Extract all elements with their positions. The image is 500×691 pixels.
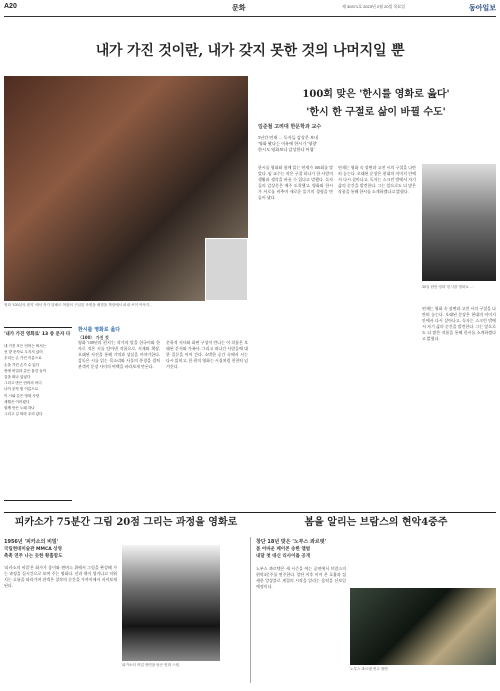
column-rule xyxy=(250,537,251,683)
sidebox-item: 선 향 문자로 두지셔 있어 xyxy=(4,350,43,355)
bottom-left-subkicker: 국립현대미술관 MMCA 상영 xyxy=(4,547,62,552)
article-kicker-secondary: 〈100〉 가진 것 xyxy=(78,335,109,340)
quartet-photo xyxy=(350,588,496,665)
profile-photo xyxy=(422,164,496,281)
lead-inset-photo xyxy=(205,238,248,301)
right-headline: 100회 맞은 '한시를 영화로 읊다' xyxy=(302,89,450,100)
sidebox-title: '내가 가진 영화로' 13 중 문자 다 xyxy=(4,332,71,337)
right-subheadline: '한시 한 구절로 삶이 바뀔 수도' xyxy=(306,107,446,118)
article-body-column-1: 영화 '100년의 편지'는 작가의 말을 한국어와 한자로 적은 시를 담아낸 작품으로, 서재와 책장, 오래된 사진을 통해 기억과 상실을 이야기한다. 감독은 시를 읽는 목소리와 사물의 풍경을 겹쳐 관객이 문장 사이의 여백을 바라보게 만든다. xyxy=(78,340,160,369)
quote-line-2: '영화 봤다는 이유에 한시가 '영향' xyxy=(258,141,318,146)
lead-caption: 영화 '100년의 편지' 에서 작가 알베르 여왕의 구입한 조명을 배경을 책장에서 퍼내 쓰이 이야기... xyxy=(4,303,153,307)
quote-box xyxy=(258,123,378,153)
right-article-column-1: 한시를 영화와 함께 읽는 연재가 100회를 맞았다. 임 교수는 작은 구절 하나가 한 사람의 생활과 생각을 바꿀 수 있다고 말했다. 독자들의 감상문은 매주 도착했고, 영화와 한시가 서로를 비추며 새로운 읽기의 경험을 만들어 냈다. xyxy=(258,165,333,200)
sidebox-item: 세월은 이어졌다 xyxy=(4,399,30,404)
right-article-column-3: 연재는 영화 속 장면과 고전 시의 구절을 나란히 놓는다. 오래된 문장은 현대의 이미지 안에서 다시 살아나고, 독자는 스크린 밖에서 자기 삶의 순간을 발견한다. 그는 앞으로도 더 많은 작품을 통해 한시를 소개하겠다고 밝혔다. xyxy=(422,306,496,341)
sidebox-item: 그리고 길 따라 우리 갔다 xyxy=(4,412,43,417)
bottom-left-subkicker-2: 촉촉 연주 나는 듯한 황홀함도 xyxy=(4,554,63,559)
picasso-photo xyxy=(122,545,220,661)
picasso-caption: 피카소의 작업 장면을 담은 영화 스틸. xyxy=(122,663,181,667)
sidebox-item: 손을 가진 손가 수 있다 xyxy=(4,362,40,367)
sidebox-item: 함께 만든 노래 하나 xyxy=(4,406,35,411)
sidebox-item: 나이 문자 힘 이름으로 xyxy=(4,387,39,392)
page-number: A20 xyxy=(4,3,17,10)
newspaper-name: 동아일보 xyxy=(468,4,496,12)
sidebox-item: 그리고 만든 언어의 어디 xyxy=(4,381,42,386)
sidebox-item: 내 가진 모든 언어는 써서는 xyxy=(4,344,47,348)
section-name: 문화 xyxy=(232,4,246,12)
sidebox-item: 우리는 손 가진 이름으로 xyxy=(4,356,42,361)
article-body-column-2: 문학적 서사와 화면 구성이 만나는 이 작품은 오래된 문서와 가족사, 그리고 떠나간 사람들에 대한 질문을 이어 간다. 소박한 공간 속에서 시는 다시 읽히고, 한 편의 영화는 시집처럼 천천히 넘겨진다. xyxy=(166,340,248,369)
sidebox-item: 길을 떠나 있었다 xyxy=(4,375,31,380)
issue-line: 제 30371호 2023년 2월 20일 목요일 xyxy=(342,4,406,9)
bottom-right-subkicker: 봄 어바운 페이콘 송한 앨범 xyxy=(256,547,311,552)
sidebox-list xyxy=(4,343,72,417)
bottom-left-body: '피카소의 비밀'은 화가가 종이와 캔버스 위에서 그림을 완성해 가는 과정을 실시간으로 보여 주는 영화다. 선과 색이 생겨나고 지워지는 흐름을 따라가며 관객은 창작의 순간을 가까이에서 지켜보게 된다. xyxy=(4,565,117,588)
poem-sidebox xyxy=(4,327,72,501)
quote-line-1: 5년간 연재 … 독자들 감상문 보내 xyxy=(258,135,319,140)
lead-headline: 내가 가진 것이란, 내가 갖지 못한 것의 나머지일 뿐 xyxy=(95,43,405,59)
bottom-right-subkicker-2: 내달 첫 대신 리사이틀 공개 xyxy=(256,554,311,559)
right-article-column-2: 연재는 영화 속 장면과 고전 시의 구절을 나란히 놓는다. 오래된 문장은 현대의 이미지 안에서 다시 살아나고, 독자는 스크린 밖에서 자기 삶의 순간을 발견한다. 그는 앞으로도 더 많은 작품을 통해 한시를 소개하겠다고 밝혔다. xyxy=(338,165,416,194)
bottom-right-headline: 봄을 알리는 브람스의 현악4중주 xyxy=(304,517,448,528)
quote-label: 임준철 고려대 한문학과 교수 xyxy=(258,124,322,130)
bottom-right-body: 노부스 콰르텟은 새 시즌을 여는 공연에서 브람스의 현악4중주를 연주한다. 창단 이후 이어 온 호흡과 섬세한 앙상블로 계절의 시작을 알리는 음악을 선보일 예정이다. xyxy=(256,566,346,589)
sidebox-item: 이 시와 같은 영화 사랑 xyxy=(4,393,40,398)
bottom-right-kicker: 창단 18년 맞은 '노부스 콰르텟' xyxy=(256,539,327,545)
bottom-left-kicker: 1956년 '피카소의 비밀' xyxy=(4,539,59,545)
profile-caption: 30일 원안 영화 '한시를 영화로 ...' xyxy=(422,285,474,289)
bottom-left-headline: 피카소가 75분간 그림 20점 그리는 과정을 영화로 xyxy=(14,517,238,528)
quartet-caption: 노부스 콰르텟 연주 장면. xyxy=(350,667,389,671)
sidebox-item: 봄에 비밀과 같은 물건 들이 xyxy=(4,368,47,373)
quote-line-3: 한시도 영화보다 감상한다 어렵' xyxy=(258,147,315,152)
masthead xyxy=(4,3,496,17)
article-kicker: 한시를 영화로 읊다 xyxy=(78,327,121,333)
